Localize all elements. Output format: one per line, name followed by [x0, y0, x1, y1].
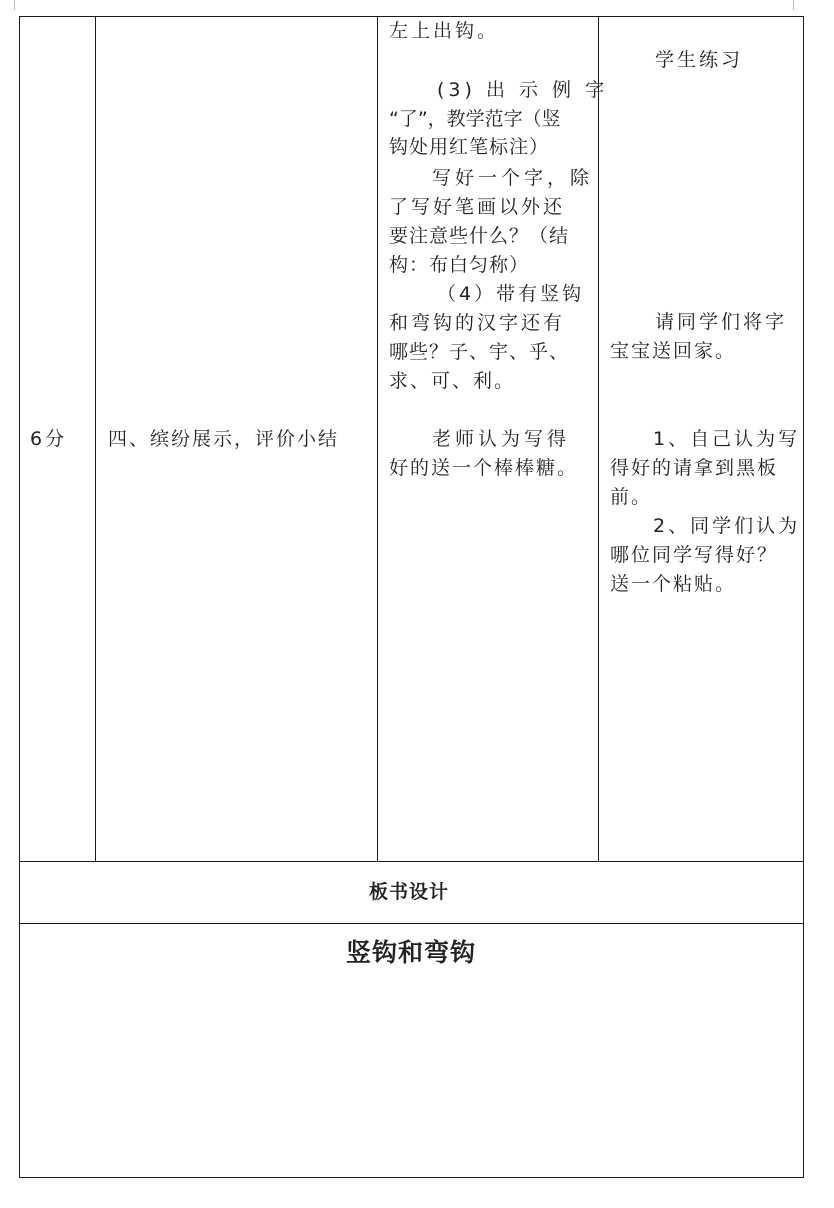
student-line: 学生练习: [655, 49, 744, 71]
student-line: 请同学们将字: [655, 311, 788, 333]
teacher-line: 钩处用红笔标注）: [389, 136, 550, 158]
student-line: 哪位同学写得好？: [610, 544, 779, 566]
student-line: 2、同学们认为: [653, 515, 801, 537]
page-corner-mark-left: [4, 0, 15, 10]
teacher-line: 左上出钩。: [389, 20, 500, 42]
teacher-line: (3) 出 示 例 字: [437, 79, 609, 101]
time-text: 6分: [30, 428, 68, 450]
teacher-line: 和弯钩的汉字还有: [389, 312, 566, 334]
student-line: 送一个粘贴。: [610, 573, 737, 595]
page-corner-mark-right: [793, 0, 804, 10]
teacher-line: 要注意些什么？（结: [389, 225, 570, 247]
teacher-line: 求、可、利。: [389, 370, 516, 392]
step-text: 四、缤纷展示，评价小结: [108, 428, 340, 450]
student-line: 前。: [610, 486, 653, 508]
student-line: 1、自己认为写: [653, 428, 801, 450]
board-design-header: 板书设计: [369, 881, 450, 903]
teacher-line: （4）带有竖钩: [437, 283, 585, 305]
board-design-title: 竖钩和弯钩: [346, 938, 477, 967]
teacher-line: 了写好笔画以外还: [389, 196, 566, 218]
lesson-plan-table: [19, 16, 804, 1178]
teacher-line: 写好一个字，除: [432, 167, 594, 189]
teacher-line: 构：布白匀称）: [389, 254, 530, 276]
teacher-line: 老师认为写得: [432, 428, 571, 450]
student-line: 得好的请拿到黑板: [610, 457, 779, 479]
student-line: 宝宝送回家。: [610, 340, 737, 362]
teacher-line: 好的送一个棒棒糖。: [389, 457, 579, 479]
teacher-line: “了”，教学范字（竖: [389, 108, 561, 130]
teacher-line: 哪些？子、宇、乎、: [389, 341, 570, 363]
